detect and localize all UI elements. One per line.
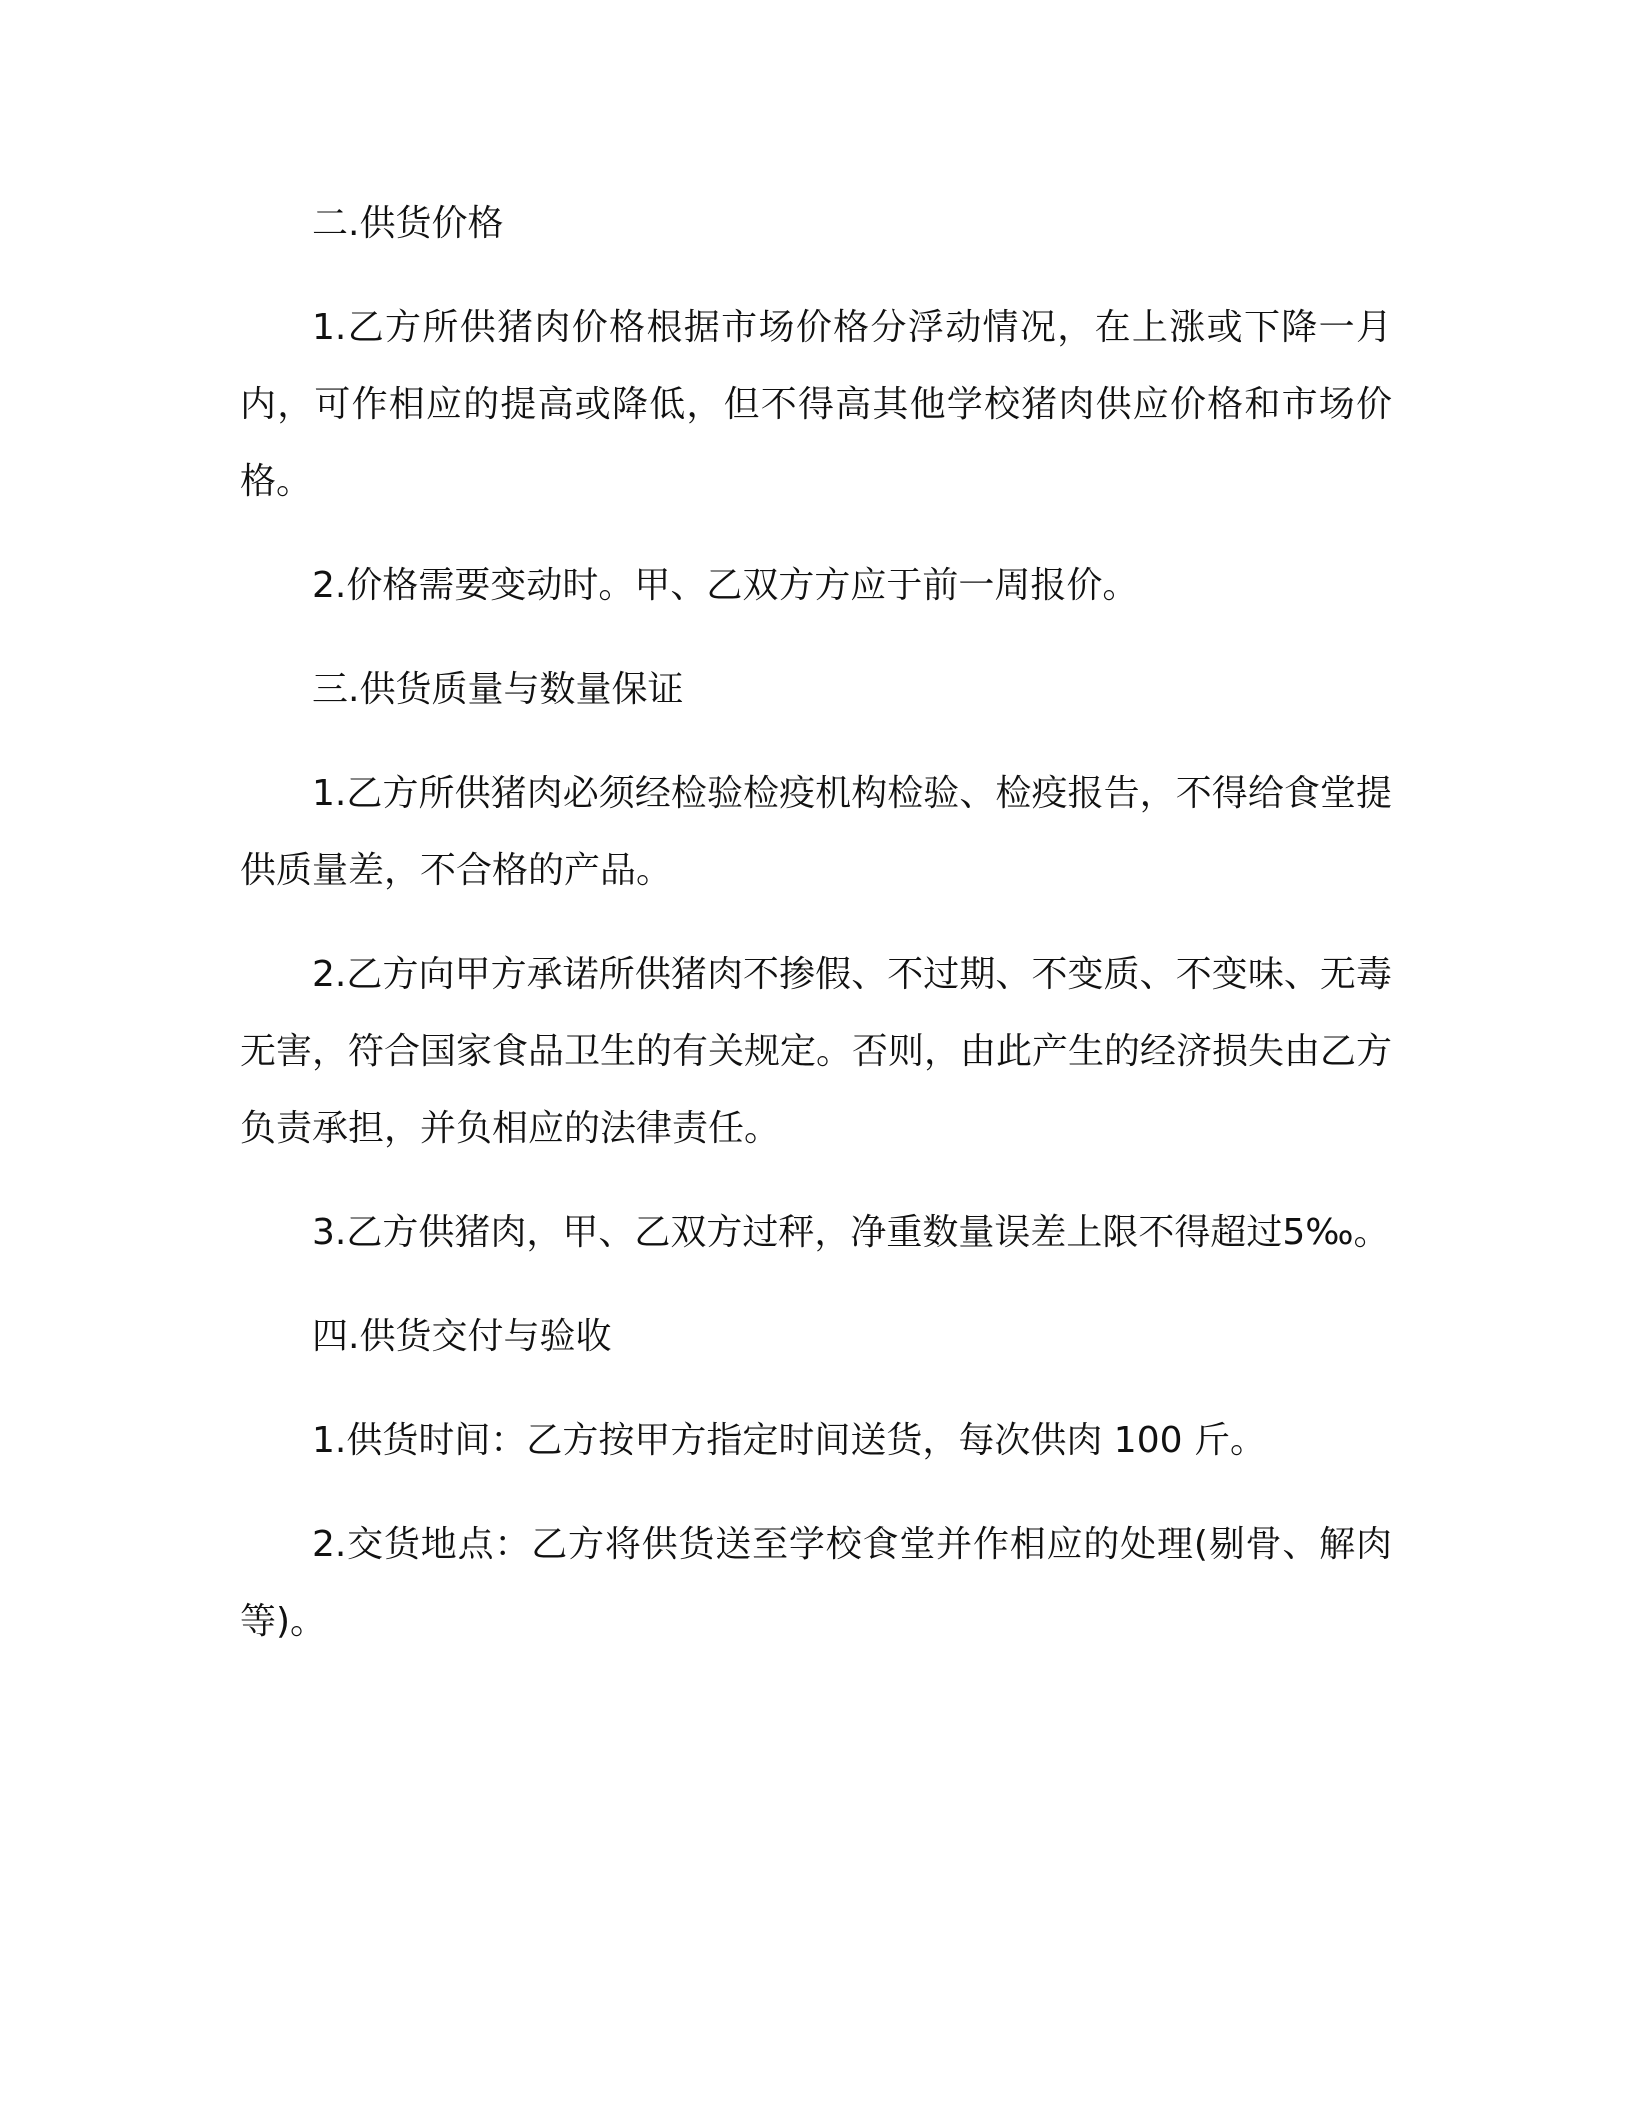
document-body [240, 185, 1392, 1687]
clause-price-1: 1.乙方所供猪肉价格根据市场价格分浮动情况，在上涨或下降一月内，可作相应的提高或降低，但不得高其他学校猪肉供应价格和市场价格。 [240, 307, 1392, 502]
section-heading-supply-price: 二.供货价格 [312, 203, 504, 244]
clause-quality-2: 2.乙方向甲方承诺所供猪肉不掺假、不过期、不变质、不变味、无毒无害，符合国家食品卫生的有关规定。否则，由此产生的经济损失由乙方负责承担，并负相应的法律责任。 [240, 954, 1393, 1149]
clause-quality-3: 3.乙方供猪肉，甲、乙双方过秤，净重数量误差上限不得超过5‰。 [312, 1212, 1390, 1253]
clause-price-2: 2.价格需要变动时。甲、乙双方方应于前一周报价。 [312, 565, 1139, 606]
section-heading-delivery-acceptance: 四.供货交付与验收 [312, 1316, 612, 1357]
clause-quality-1: 1.乙方所供猪肉必须经检验检疫机构检验、检疫报告，不得给食堂提供质量差，不合格的产品。 [240, 773, 1392, 891]
section-heading-quality-quantity: 三.供货质量与数量保证 [312, 669, 684, 710]
clause-delivery-2: 2.交货地点：乙方将供货送至学校食堂并作相应的处理(剔骨、解肉等)。 [240, 1524, 1392, 1642]
clause-delivery-1: 1.供货时间：乙方按甲方指定时间送货，每次供肉 100 斤。 [312, 1420, 1266, 1461]
